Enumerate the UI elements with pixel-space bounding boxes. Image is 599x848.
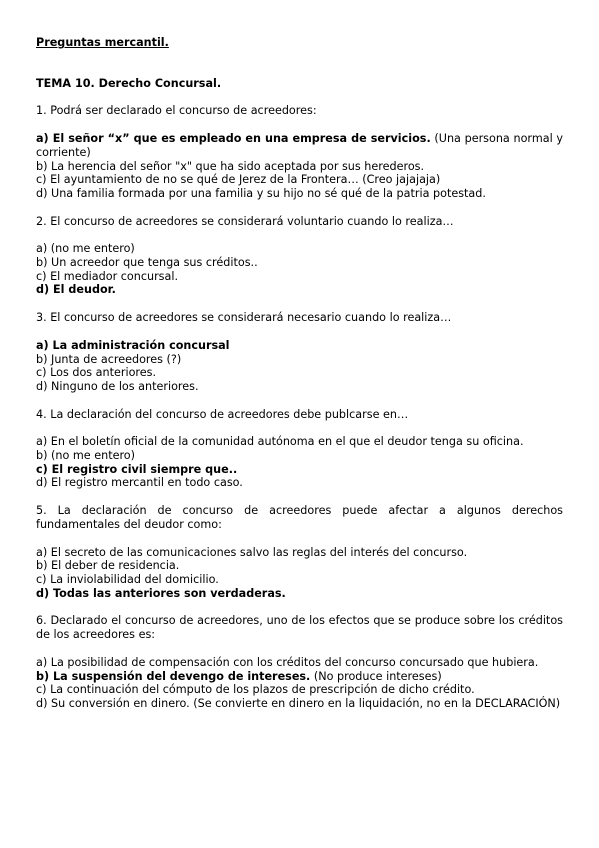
answer-option xyxy=(36,270,563,284)
question-1 xyxy=(36,104,563,200)
question-5 xyxy=(36,504,563,600)
answer-option xyxy=(36,683,563,697)
answer-option xyxy=(36,559,563,573)
answer-option xyxy=(36,656,563,670)
answer-option xyxy=(36,449,563,463)
question-3 xyxy=(36,311,563,394)
question-text: 6. Declarado el concurso de acreedores, uno de los efectos que se produce sobre los créditos de los acreedores es: xyxy=(36,614,563,642)
option-text: d) Ninguno de los anteriores. xyxy=(36,379,199,393)
option-text: d) El registro mercantil en todo caso. xyxy=(36,476,243,490)
option-text: a) (no me entero) xyxy=(36,242,135,256)
answer-option xyxy=(36,366,563,380)
question-text: 1. Podrá ser declarado el concurso de acreedores: xyxy=(36,104,317,118)
question-6 xyxy=(36,614,563,710)
question-4 xyxy=(36,408,563,491)
answer-option-correct xyxy=(36,587,563,601)
option-text: d) El deudor. xyxy=(36,283,116,297)
option-text: b) La herencia del señor "x" que ha sido aceptada por sus herederos. xyxy=(36,159,425,173)
option-text: d) Una familia formada por una familia y su hijo no sé qué de la patria potestad. xyxy=(36,186,486,200)
question-text: 4. La declaración del concurso de acreedores debe publcarse en… xyxy=(36,407,409,421)
option-note: (Una persona normal y corriente) xyxy=(36,132,563,159)
option-text: a) El señor “x” que es empleado en una empresa de servicios. xyxy=(36,132,431,146)
option-text: c) El registro civil siempre que.. xyxy=(36,462,238,476)
option-text: c) La inviolabilidad del domicilio. xyxy=(36,572,219,586)
option-text: c) Los dos anteriores. xyxy=(36,366,157,380)
answer-option xyxy=(36,256,563,270)
section-title: TEMA 10. Derecho Concursal. xyxy=(36,76,222,90)
answer-option xyxy=(36,353,563,367)
option-note: (Se convierte en dinero en la liquidación, no en la DECLARACIÓN) xyxy=(189,696,561,710)
answer-option xyxy=(36,242,563,256)
answer-option xyxy=(36,173,563,187)
option-text: c) La continuación del cómputo de los plazos de prescripción de dicho crédito. xyxy=(36,683,475,697)
question-text: 3. El concurso de acreedores se considerará necesario cuando lo realiza… xyxy=(36,311,452,325)
answer-option-correct xyxy=(36,339,563,353)
option-text: b) (no me entero) xyxy=(36,449,136,463)
option-text: b) Un acreedor que tenga sus créditos.. xyxy=(36,256,258,270)
document-title: Preguntas mercantil. xyxy=(36,36,169,49)
answer-option xyxy=(36,380,563,394)
option-text: d) Su conversión en dinero. xyxy=(36,696,190,710)
answer-option-correct xyxy=(36,283,563,297)
option-text: c) El mediador concursal. xyxy=(36,269,179,283)
option-text: b) El deber de residencia. xyxy=(36,559,180,573)
option-text: a) La administración concursal xyxy=(36,338,230,352)
answer-option xyxy=(36,697,563,711)
answer-option xyxy=(36,476,563,490)
option-text: c) El ayuntamiento de no se qué de Jerez de la Frontera… (Creo jajajaja) xyxy=(36,173,441,187)
answer-option-correct xyxy=(36,670,563,684)
answer-option xyxy=(36,435,563,449)
question-2 xyxy=(36,215,563,298)
option-text: b) Junta de acreedores (?) xyxy=(36,352,182,366)
option-text: b) La suspensión del devengo de intereses. xyxy=(36,669,311,683)
answer-option xyxy=(36,573,563,587)
option-text: a) En el boletín oficial de la comunidad autónoma en el que el deudor tenga su oficina. xyxy=(36,435,524,449)
option-text: a) El secreto de las comunicaciones salvo las reglas del interés del concurso. xyxy=(36,545,468,559)
option-text: a) La posibilidad de compensación con los créditos del concurso concursado que hubiera. xyxy=(36,655,539,669)
answer-option-correct xyxy=(36,463,563,477)
question-text: 5. La declaración de concurso de acreedores puede afectar a algunos derechos fundamentales del deudor como: xyxy=(36,504,563,531)
answer-option xyxy=(36,546,563,560)
document-page xyxy=(36,36,563,711)
option-text: d) Todas las anteriores son verdaderas. xyxy=(36,586,286,600)
answer-option xyxy=(36,132,563,159)
option-note: (No produce intereses) xyxy=(310,669,442,683)
question-text: 2. El concurso de acreedores se considerará voluntario cuando lo realiza… xyxy=(36,214,454,228)
answer-option xyxy=(36,160,563,174)
answer-option xyxy=(36,187,563,201)
